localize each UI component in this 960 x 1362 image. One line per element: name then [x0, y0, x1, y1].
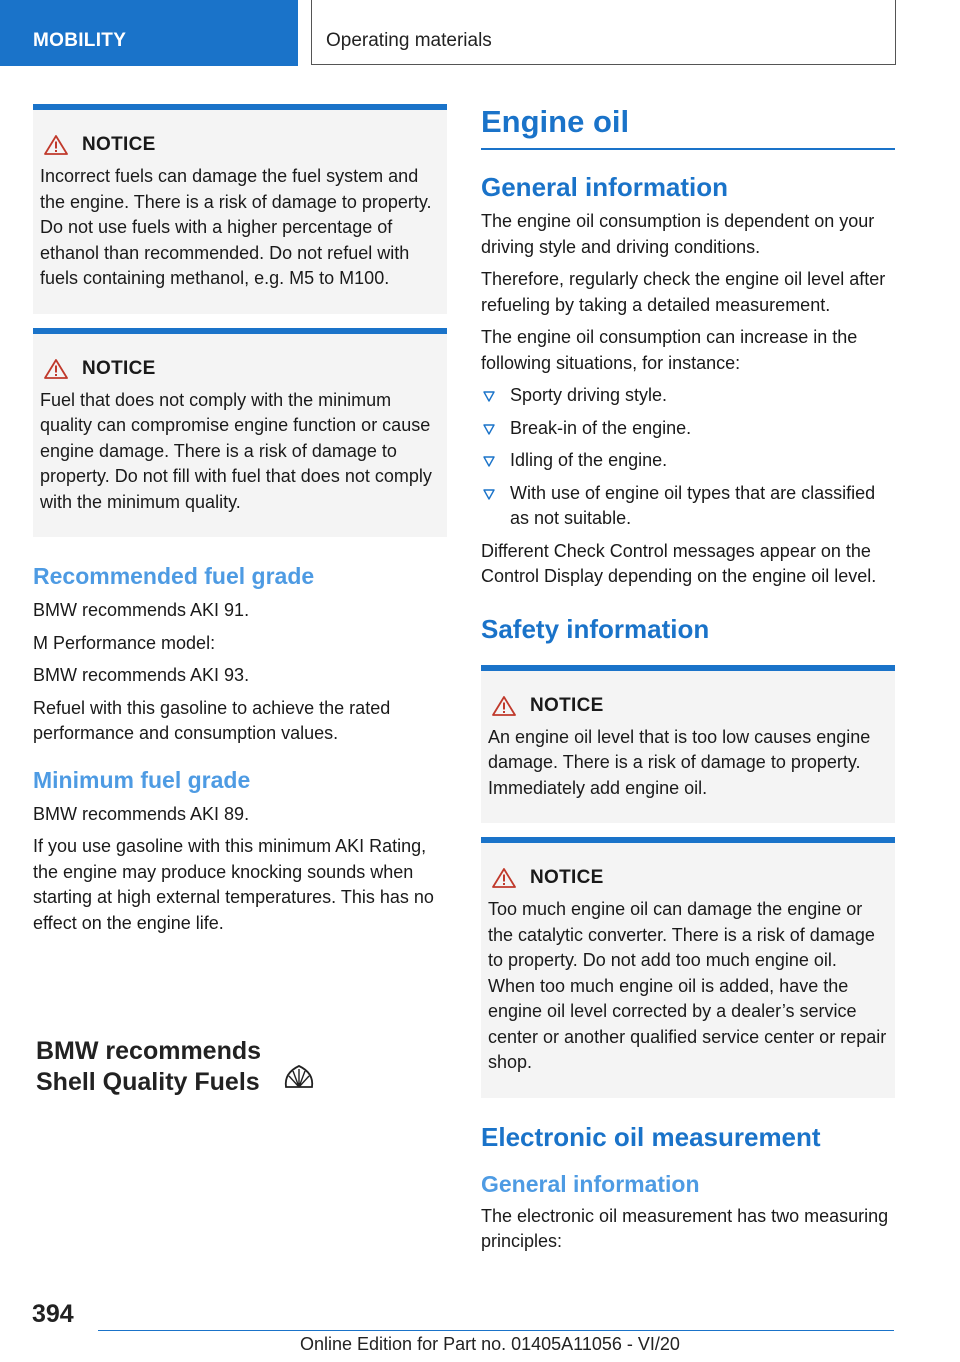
safety-information-heading: Safety information: [481, 613, 710, 644]
list-item-text: Sporty driving style.: [510, 385, 668, 405]
notice-head: [40, 358, 439, 380]
paragraph: If you use gasoline with this minimum AKI Rating, the engine may produce knocking sounds when starting at high external temperatures. This has no effect on the engine life.: [33, 836, 434, 933]
notice-box: [481, 837, 895, 1098]
shell-line-1: BMW recommends: [36, 1037, 262, 1065]
section-tab: [0, 0, 298, 66]
notice-body: An engine oil level that is too low causes engine damage. There is a risk of damage to property. Immediately add engine oil.: [488, 726, 871, 798]
page-number: 394: [32, 1300, 74, 1328]
triangle-bullet-icon: [483, 424, 495, 435]
notice-title: NOTICE: [530, 867, 604, 888]
page-header: [0, 0, 960, 66]
edition-text: Online Edition for Part no. 01405A11056 - VI/20: [300, 1334, 680, 1354]
list-item: [481, 383, 895, 409]
paragraph: The engine oil consumption is dependent on your driving style and driving conditions.: [481, 211, 875, 257]
general-information-heading: General information: [481, 172, 729, 202]
minimum-fuel-heading: Minimum fuel grade: [33, 766, 251, 793]
notice-title: NOTICE: [530, 694, 604, 716]
paragraph: M Performance model:: [33, 632, 216, 653]
electronic-oil-heading: Electronic oil measurement: [481, 1121, 821, 1152]
list-item: [481, 481, 895, 532]
notice-head: [488, 695, 887, 717]
section-label: MOBILITY: [33, 30, 127, 51]
footer-divider: [98, 1330, 894, 1331]
list-item-text: Idling of the engine.: [510, 450, 668, 470]
paragraph: BMW recommends AKI 93.: [33, 665, 250, 685]
notice-head: [488, 867, 887, 889]
notice-title: NOTICE: [82, 134, 156, 155]
right-column: [481, 104, 895, 1262]
shell-recommendation: [36, 1036, 261, 1098]
warning-icon: [492, 868, 516, 888]
shell-line-2: Shell Quality Fuels: [36, 1068, 260, 1096]
notice-title: NOTICE: [82, 357, 156, 379]
paragraph: Different Check Control messages appear on the Control Display depending on the engine oil level.: [481, 540, 877, 586]
list-item: [481, 416, 895, 442]
list-item: [481, 448, 895, 474]
warning-icon: [492, 696, 516, 716]
chapter-tab: [311, 0, 896, 65]
left-column: [33, 104, 447, 943]
shell-logo-icon: [283, 1063, 315, 1091]
notice-head: [40, 134, 439, 156]
list-item-text: With use of engine oil types that are classified as not suitable.: [510, 482, 876, 528]
list-item-text: Break-in of the engine.: [510, 417, 692, 438]
paragraph: Refuel with this gasoline to achieve the rated performance and consumption values.: [33, 697, 391, 743]
general-information-subheading: General information: [481, 1170, 700, 1197]
recommended-fuel-heading: Recommended fuel grade: [33, 563, 315, 589]
notice-body: Fuel that does not comply with the minimum quality can compromise engine function or cause engine damage. There is a risk of damage to property. Do not fill with fuel that does not comply with the minimum quality.: [40, 389, 432, 512]
notice-box: [33, 104, 447, 314]
paragraph: BMW recommends AKI 91.: [33, 600, 250, 620]
paragraph: The electronic oil measurement has two measuring principles:: [481, 1205, 889, 1251]
notice-body: Too much engine oil can damage the engine or the catalytic converter. There is a risk of damage to property. Do not add too much engine oil. When too much engine oil is added, have the engine oil level corrected by a dealer’s service center or another qualified service center or repair shop.: [488, 899, 887, 1072]
chapter-label: Operating materials: [326, 30, 492, 51]
paragraph: The engine oil consumption can increase in the following situations, for instance:: [481, 327, 858, 373]
warning-icon: [44, 135, 68, 155]
triangle-bullet-icon: [483, 456, 495, 467]
warning-icon: [44, 359, 68, 379]
notice-body: Incorrect fuels can damage the fuel system and the engine. There is a risk of damage to property. Do not use fuels with a higher percentage of ethanol than recommended. Do not refuel with fuels containing methanol, e.g. M5 to M100.: [40, 166, 432, 288]
notice-box: [33, 328, 447, 538]
situations-list: [481, 383, 895, 532]
notice-box: [481, 665, 895, 824]
paragraph: Therefore, regularly check the engine oil level after refueling by taking a detailed measurement.: [481, 269, 886, 315]
engine-oil-title: Engine oil: [481, 104, 895, 150]
triangle-bullet-icon: [483, 489, 495, 500]
paragraph: BMW recommends AKI 89.: [33, 803, 250, 824]
triangle-bullet-icon: [483, 391, 495, 402]
